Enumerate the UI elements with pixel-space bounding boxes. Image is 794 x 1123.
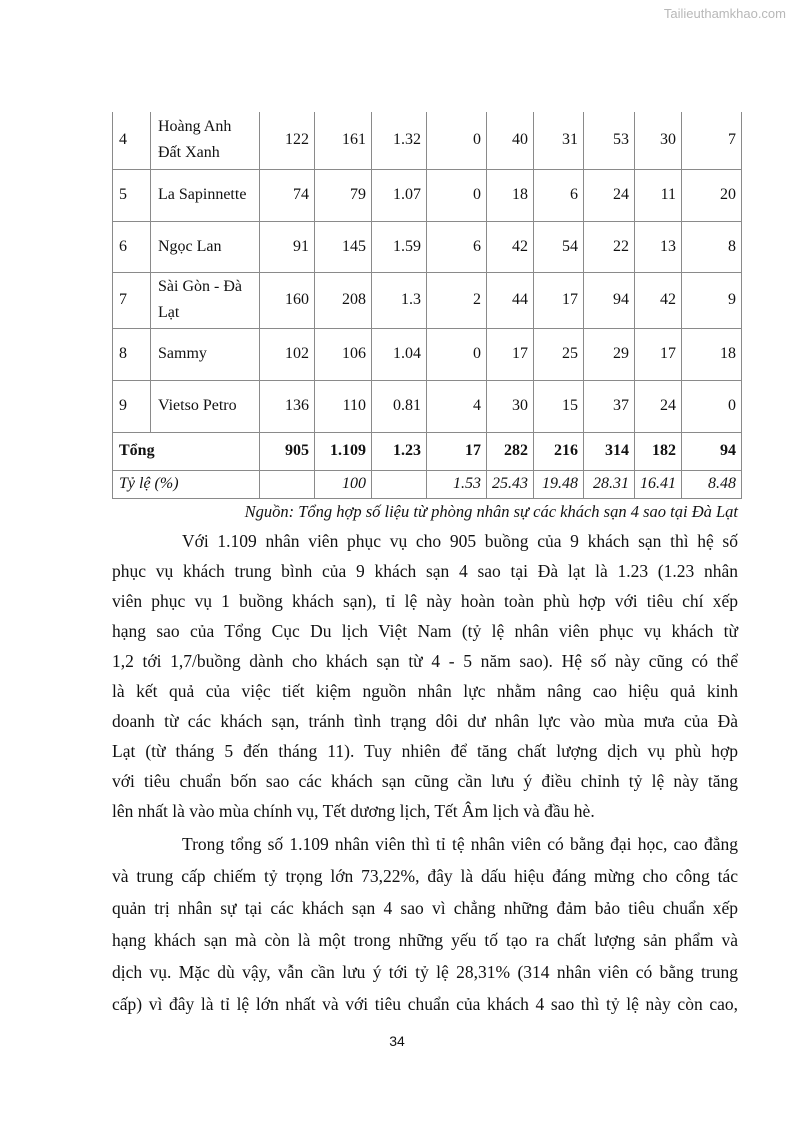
table-cell: 182 <box>635 432 682 470</box>
table-cell <box>372 470 427 498</box>
table-cell: 25.43 <box>487 470 534 498</box>
page-number: 34 <box>389 1033 405 1049</box>
table-cell: 314 <box>584 432 635 470</box>
table-cell: 161 <box>315 112 372 169</box>
table-cell: 42 <box>635 272 682 328</box>
hotel-name <box>151 272 260 328</box>
table-cell: 17 <box>487 328 534 380</box>
table-cell: 25 <box>534 328 584 380</box>
table-cell: 8.48 <box>682 470 742 498</box>
hotel-name-line: Ngọc Lan <box>158 237 222 255</box>
hotel-name-line: Đất Xanh <box>158 144 220 162</box>
table-cell: 208 <box>315 272 372 328</box>
hotel-name <box>151 112 260 169</box>
table-cell: 1.23 <box>372 432 427 470</box>
table-cell: 37 <box>584 380 635 432</box>
table-cell: 24 <box>584 169 635 221</box>
table-cell: 216 <box>534 432 584 470</box>
table-cell: 145 <box>315 221 372 272</box>
table-cell: 136 <box>260 380 315 432</box>
text-line: hạng khách sạn mà còn là một trong những yếu tố tạo ra chất lượng sản phẩm và <box>112 930 738 950</box>
table-cell: 53 <box>584 112 635 169</box>
table-cell: 91 <box>260 221 315 272</box>
hotel-name <box>151 380 260 432</box>
table-cell: 0 <box>427 328 487 380</box>
paragraph-2 <box>112 828 738 1020</box>
hotel-name-line: Vietso Petro <box>158 397 237 414</box>
row-number: 8 <box>113 328 151 380</box>
text-line: là kết quả của việc tiết kiệm nguồn nhân lực nhằm nâng cao hiệu quả kinh <box>112 681 738 701</box>
table-cell: 2 <box>427 272 487 328</box>
table-cell: 30 <box>487 380 534 432</box>
row-number: 7 <box>113 272 151 328</box>
paragraph-1 <box>112 526 738 826</box>
table-cell: 40 <box>487 112 534 169</box>
table-cell: 1.3 <box>372 272 427 328</box>
hotel-name <box>151 169 260 221</box>
table-cell: 0.81 <box>372 380 427 432</box>
table-cell: 24 <box>635 380 682 432</box>
row-number: 4 <box>113 112 151 169</box>
table-cell: 13 <box>635 221 682 272</box>
table-cell: 6 <box>427 221 487 272</box>
table-cell <box>260 470 315 498</box>
table-cell: 18 <box>682 328 742 380</box>
text-line: 1,2 tới 1,7/buồng dành cho khách sạn từ 4 - 5 năm sao). Hệ số này cũng có thể <box>112 651 738 671</box>
table-cell: 1.07 <box>372 169 427 221</box>
table-cell: 74 <box>260 169 315 221</box>
table-cell: 29 <box>584 328 635 380</box>
table-row <box>113 169 742 221</box>
table-cell: 17 <box>534 272 584 328</box>
table-cell: 17 <box>427 432 487 470</box>
table-cell: 30 <box>635 112 682 169</box>
row-number: 9 <box>113 380 151 432</box>
text-line: lên nhất là vào mùa chính vụ, Tết dương lịch, Tết Âm lịch và đầu hè. <box>112 801 595 821</box>
table-row <box>113 328 742 380</box>
table-cell: 100 <box>315 470 372 498</box>
table-cell: 110 <box>315 380 372 432</box>
table-cell: 44 <box>487 272 534 328</box>
table-cell: 282 <box>487 432 534 470</box>
table-cell: 11 <box>635 169 682 221</box>
table-cell: 42 <box>487 221 534 272</box>
total-label: Tổng <box>113 432 260 470</box>
table-cell: 9 <box>682 272 742 328</box>
table-cell: 0 <box>427 112 487 169</box>
text-line: phục vụ khách trung bình của 9 khách sạn 4 sao tại Đà lạt là 1.23 (1.23 nhân <box>112 561 738 581</box>
hotel-name-line: Hoàng Anh <box>158 118 232 136</box>
text-line: Trong tổng số 1.109 nhân viên thì tỉ tệ nhân viên có bằng đại học, cao đẳng <box>182 834 738 854</box>
table-cell: 1.04 <box>372 328 427 380</box>
table-row <box>113 272 742 328</box>
table-cell: 4 <box>427 380 487 432</box>
total-row <box>113 432 742 470</box>
text-line: hạng sao của Tổng Cục Du lịch Việt Nam (tỷ lệ nhân viên phục vụ khách từ <box>112 621 738 641</box>
table-cell: 79 <box>315 169 372 221</box>
table-cell: 102 <box>260 328 315 380</box>
hotel-name-line: Sammy <box>158 345 207 362</box>
table-cell: 16.41 <box>635 470 682 498</box>
hotel-name-line: Lạt <box>158 304 180 321</box>
table-cell: 20 <box>682 169 742 221</box>
table-cell: 54 <box>534 221 584 272</box>
table-cell: 1.109 <box>315 432 372 470</box>
text-line: dịch vụ. Mặc dù vậy, vẫn cần lưu ý tới tỷ lệ 28,31% (314 nhân viên có bằng trung <box>112 962 738 982</box>
hotel-name-line: La Sapinnette <box>158 186 247 203</box>
table-cell: 28.31 <box>584 470 635 498</box>
table-cell: 1.53 <box>427 470 487 498</box>
table-cell: 6 <box>534 169 584 221</box>
table-cell: 122 <box>260 112 315 169</box>
ratio-row <box>113 470 742 498</box>
table-cell: 94 <box>584 272 635 328</box>
row-number: 6 <box>113 221 151 272</box>
text-line: Với 1.109 nhân viên phục vụ cho 905 buồng của 9 khách sạn thì hệ số <box>182 531 738 551</box>
table-cell: 15 <box>534 380 584 432</box>
text-line: cấp) vì đây là tỉ lệ lớn nhất và với tiêu chuẩn của khách 4 sao thì tỷ lệ này còn cao, <box>112 994 738 1014</box>
text-line: Lạt (từ tháng 5 đến tháng 11). Tuy nhiên để tăng chất lượng dịch vụ phù hợp <box>112 741 738 761</box>
table-cell: 94 <box>682 432 742 470</box>
table-cell: 1.59 <box>372 221 427 272</box>
watermark: Tailieuthamkhao.com <box>663 6 786 21</box>
table-cell: 17 <box>635 328 682 380</box>
hotel-name <box>151 221 260 272</box>
table-cell: 106 <box>315 328 372 380</box>
table-cell: 160 <box>260 272 315 328</box>
table-cell: 19.48 <box>534 470 584 498</box>
table-cell: 0 <box>682 380 742 432</box>
text-line: viên phục vụ 1 buồng khách sạn), tỉ lệ này hoàn toàn phù hợp với tiêu chí xếp <box>112 591 738 611</box>
table-cell: 22 <box>584 221 635 272</box>
table-cell: 905 <box>260 432 315 470</box>
hotel-name <box>151 328 260 380</box>
row-number: 5 <box>113 169 151 221</box>
table-cell: 31 <box>534 112 584 169</box>
ratio-label: Tỷ lệ (%) <box>113 470 260 498</box>
hotel-name-line: Sài Gòn - Đà <box>158 278 242 295</box>
table-row <box>113 112 742 169</box>
table-row <box>113 380 742 432</box>
table-source-note: Nguồn: Tổng hợp số liệu từ phòng nhân sự các khách sạn 4 sao tại Đà Lạt <box>244 502 738 521</box>
text-line: quản trị nhân sự tại các khách sạn 4 sao vì chẳng những đảm bảo tiêu chuẩn xếp <box>112 898 738 918</box>
text-line: và trung cấp chiếm tỷ trọng lớn 73,22%, đây là dấu hiệu đáng mừng cho công tác <box>112 866 738 886</box>
table-row <box>113 221 742 272</box>
table-cell: 0 <box>427 169 487 221</box>
table-cell: 18 <box>487 169 534 221</box>
table-cell: 1.32 <box>372 112 427 169</box>
text-line: với tiêu chuẩn bốn sao các khách sạn cũng cần lưu ý điều chỉnh tỷ lệ này tăng <box>112 771 738 791</box>
text-line: doanh từ các khách sạn, tránh tình trạng dôi dư nhân lực vào mùa mưa của Đà <box>112 711 738 731</box>
table-cell: 7 <box>682 112 742 169</box>
staff-table <box>112 112 742 499</box>
table-cell: 8 <box>682 221 742 272</box>
